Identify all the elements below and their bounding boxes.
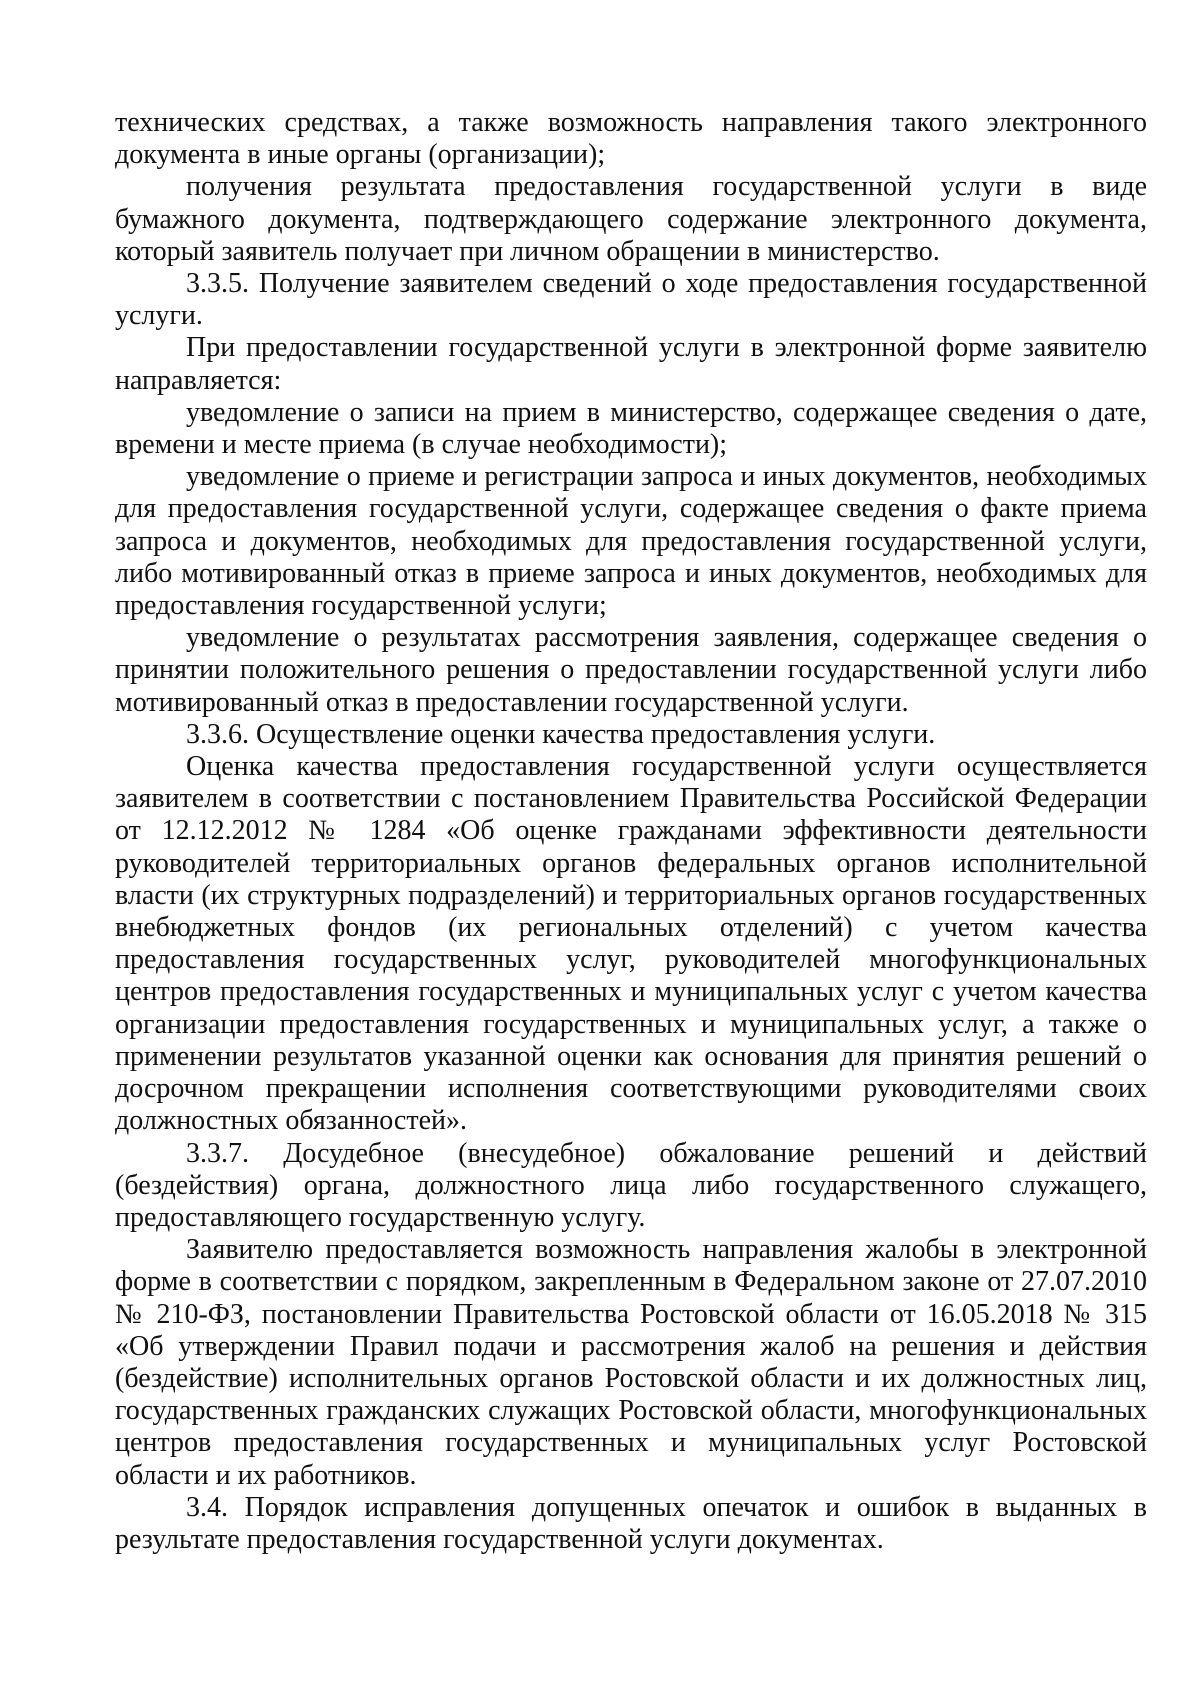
document-page [115,107,1147,1556]
paragraph: уведомление о приеме и регистрации запроса и иных документов, необходимых для предоставления государственной услуги, содержащее сведения о факте приема запроса и документов, необходимых для предоставления государственной услуги, либо мотивированный отказ в приеме запроса и иных документов, необходимых для предоставления государственной услуги; [115,461,1147,622]
paragraph: уведомление о результатах рассмотрения заявления, содержащее сведения о принятии положительного решения о предоставлении государственной услуги либо мотивированный отказ в предоставлении государственной услуги. [115,622,1147,718]
paragraph: 3.3.5. Получение заявителем сведений о ходе предоставления государственной услуги. [115,268,1147,332]
paragraph: При предоставлении государственной услуги в электронной форме заявителю направляется: [115,332,1147,396]
paragraph: 3.4. Порядок исправления допущенных опечаток и ошибок в выданных в результате предоставления государственной услуги документах. [115,1491,1147,1555]
paragraph: Заявителю предоставляется возможность направления жалобы в электронной форме в соответствии с порядком, закрепленным в Федеральном законе от 27.07.2010 № 210-ФЗ, постановлении Правительства Ростовской области от 16.05.2018 № 315 «Об утверждении Правил подачи и рассмотрения жалоб на решения и действия (бездействие) исполнительных органов Ростовской области и их должностных лиц, государственных гражданских служащих Ростовской области, многофункциональных центров предоставления государственных и муниципальных услуг Ростовской области и их работников. [115,1234,1147,1491]
paragraph: получения результата предоставления государственной услуги в виде бумажного документа, подтверждающего содержание электронного документа, который заявитель получает при личном обращении в министерство. [115,171,1147,267]
paragraph: уведомление о записи на прием в министерство, содержащее сведения о дате, времени и месте приема (в случае необходимости); [115,396,1147,461]
paragraph: технических средствах, а также возможность направления такого электронного документа в иные органы (организации); [115,107,1147,171]
paragraph: 3.3.6. Осуществление оценки качества предоставления услуги. [186,718,936,750]
paragraph: 3.3.7. Досудебное (внесудебное) обжалование решений и действий (бездействия) органа, должностного лица либо государственного служащего, предоставляющего государственную услугу. [115,1137,1147,1233]
paragraph: Оценка качества предоставления государственной услуги осуществляется заявителем в соответствии с постановлением Правительства Российской Федерации от 12.12.2012 № 1284 «Об оценке гражданами эффективности деятельности руководителей территориальных органов федеральных органов исполнительной власти (их структурных подразделений) и территориальных органов государственных внебюджетных фондов (их региональных отделений) с учетом качества предоставления государственных услуг, руководителей многофункциональных центров предоставления государственных и муниципальных услуг с учетом качества организации предоставления государственных и муниципальных услуг, а также о применении результатов указанной оценки как основания для принятия решений о досрочном прекращении исполнения соответствующими руководителями своих должностных обязанностей». [115,751,1147,1137]
